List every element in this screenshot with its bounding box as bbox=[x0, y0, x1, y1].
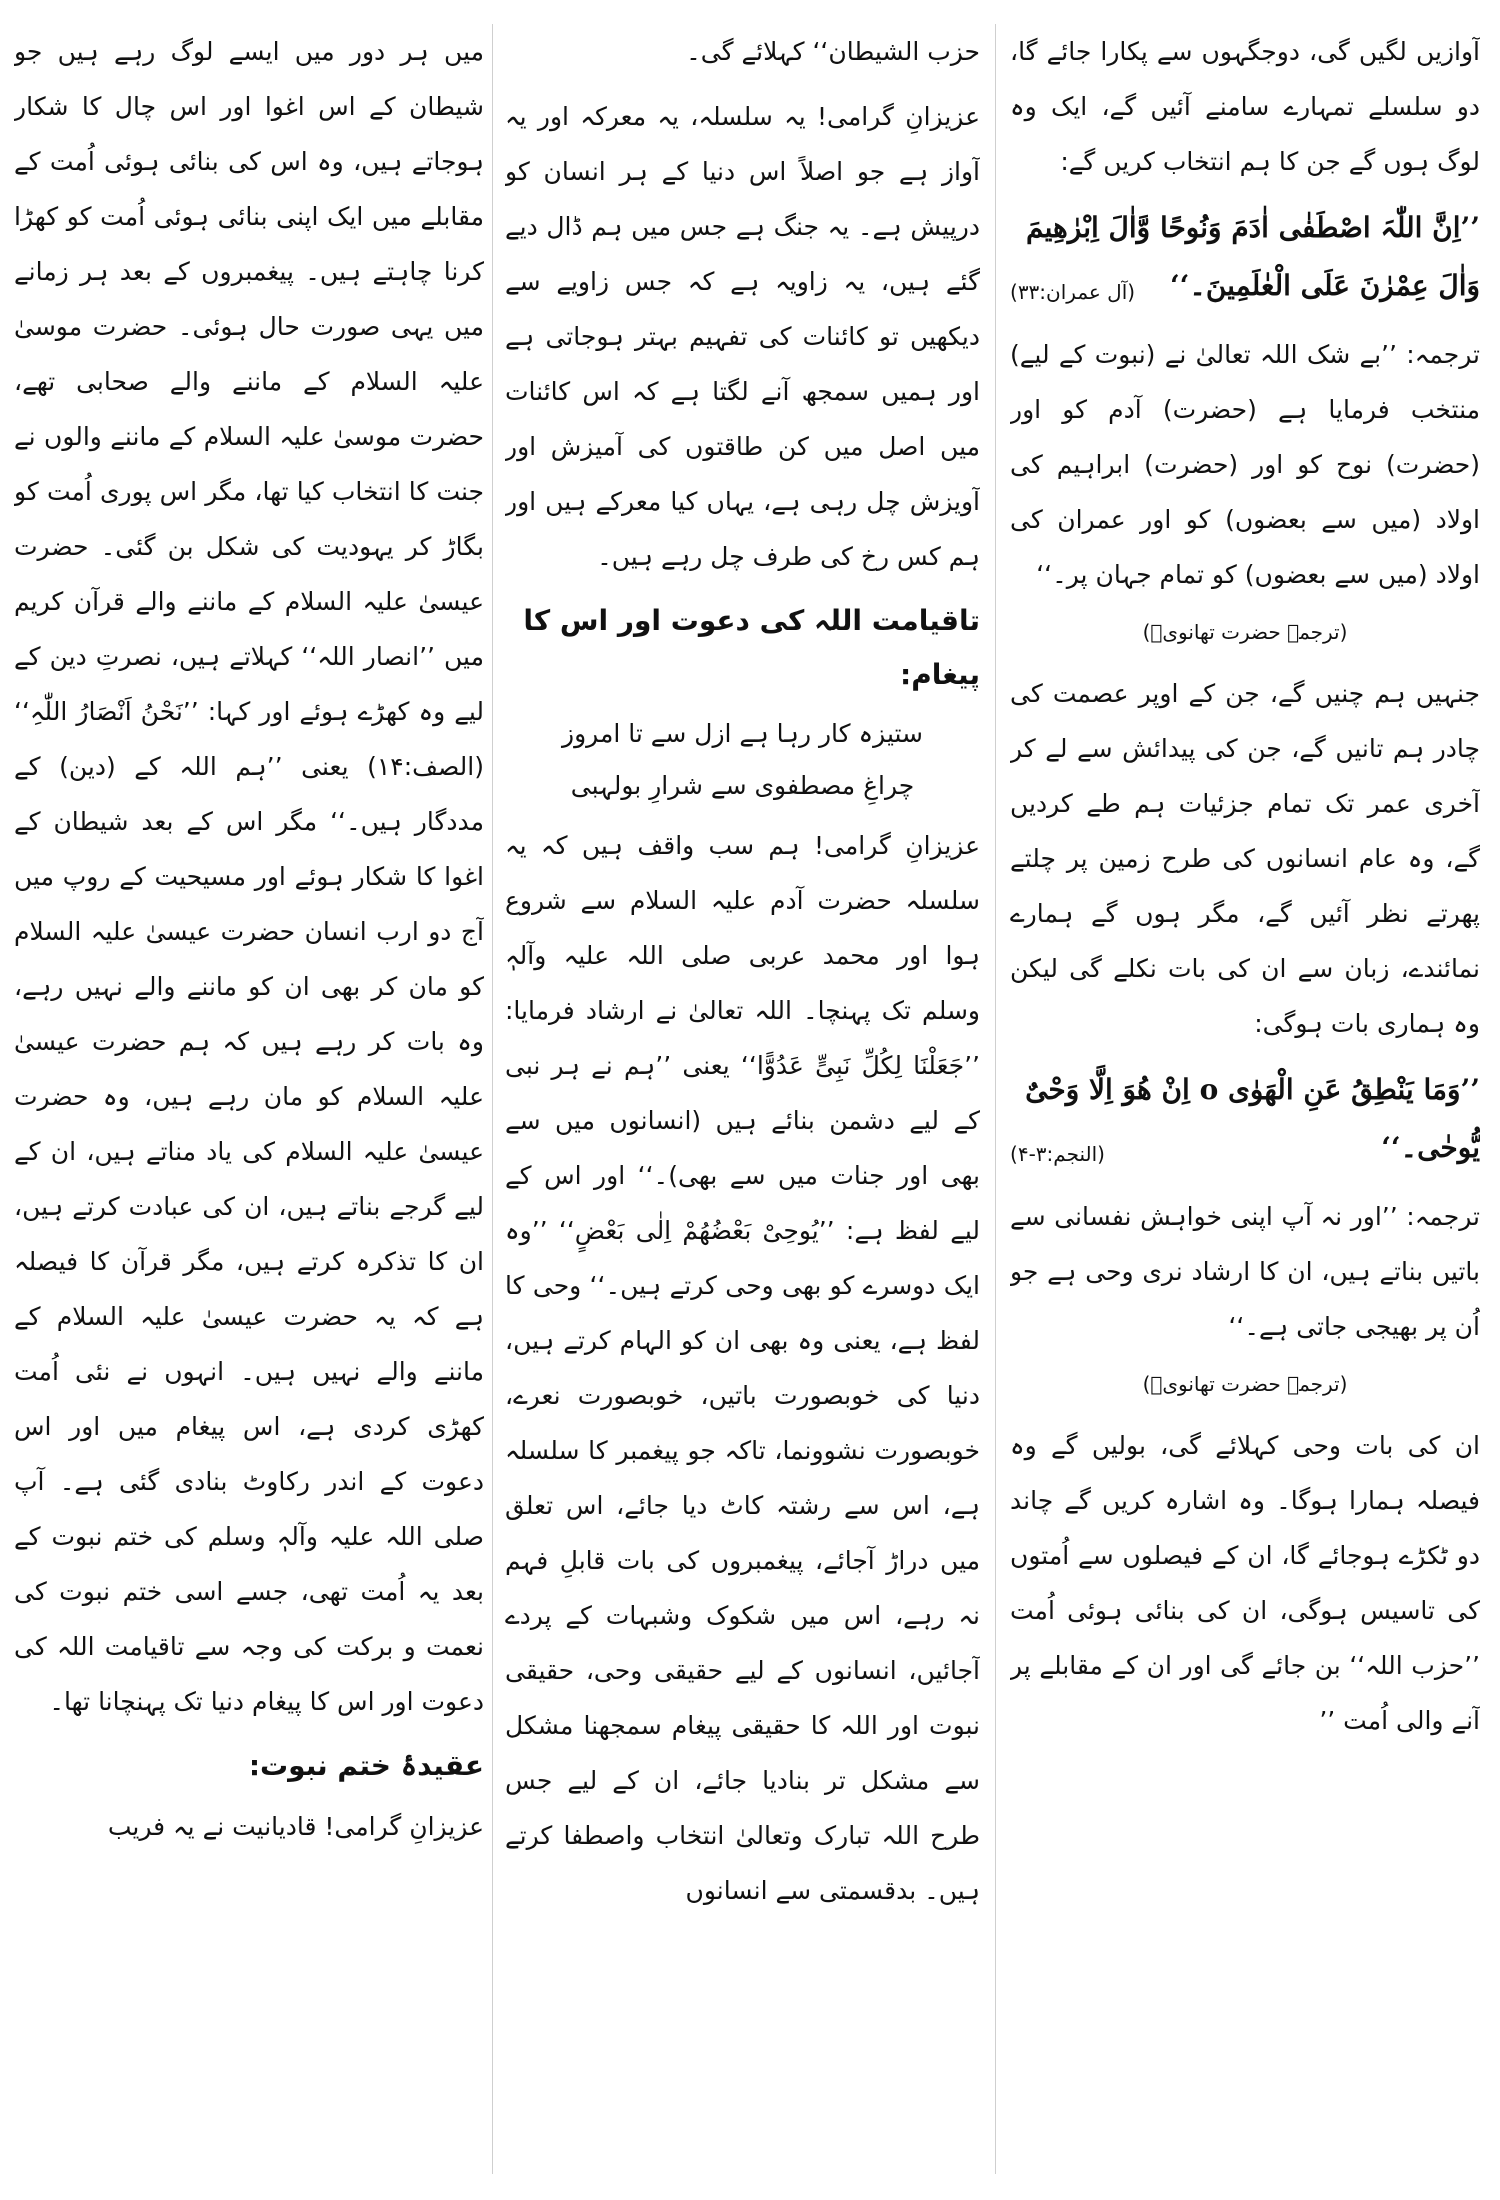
column-right bbox=[1010, 24, 1480, 2184]
translation-paragraph: ترجمہ: ’’بے شک اللہ تعالیٰ نے (نبوت کے لیے) منتخب فرمایا ہے (حضرت) آدم کو اور (حضرت) نوح کو اور (حضرت) ابراہیم کی اولاد (میں سے بعضوں) کو اور عمران کی اولاد (میں سے بعضوں) کو تمام جہان پر۔‘‘ bbox=[1010, 340, 1480, 589]
translation-credit: (ترجمہ حضرت تھانویؒ) bbox=[1142, 1372, 1348, 1396]
body-paragraph: حزب الشیطان‘‘ کہلائے گی۔ bbox=[686, 37, 980, 66]
body-paragraph: عزیزانِ گرامی! ہم سب واقف ہیں کہ یہ سلسلہ حضرت آدم علیہ السلام سے شروع ہوا اور محمد عربی صلی اللہ علیہ وآلہٖ وسلم تک پہنچا۔ اللہ تعالیٰ نے ارشاد فرمایا: ’’جَعَلْنَا لِکُلِّ نَبِیٍّ عَدُوًّا‘‘ یعنی ’’ہم نے ہر نبی کے لیے دشمن بنائے ہیں (انسانوں میں سے بھی اور جنات میں سے بھی)۔‘‘ اور اس کے لیے لفظ ہے: ’’یُوحِیْ بَعْضُھُمْ اِلٰی بَعْضٍ‘‘ ’’وہ ایک دوسرے کو بھی وحی کرتے ہیں۔‘‘ وحی کا لفظ ہے، یعنی وہ بھی ان کو الہام کرتے ہیں، دنیا کی خوبصورت باتیں، خوبصورت نعرے، خوبصورت نشوونما، تاکہ جو پیغمبر کا سلسلہ ہے، اس سے رشتہ کاٹ دیا جائے، اس تعلق میں دراڑ آجائے، پیغمبروں کی بات قابلِ فہم نہ رہے، اس میں شکوک وشبہات کے پردے آجائیں، انسانوں کے لیے حقیقی وحی، حقیقی نبوت اور اللہ کا حقیقی پیغام سمجھنا مشکل سے مشکل تر بنادیا جائے، ان کے لیے جس طرح اللہ تبارک وتعالیٰ انتخاب واصطفا کرتے ہیں۔ بدقسمتی سے انسانوں bbox=[505, 831, 980, 1905]
body-paragraph: آوازیں لگیں گی، دوجگہوں سے پکارا جائے گا، دو سلسلے تمہارے سامنے آئیں گے، ایک وہ لوگ ہوں گے جن کا ہم انتخاب کریں گے: bbox=[1010, 37, 1480, 176]
poetry-line: چراغِ مصطفوی سے شرارِ بولہبی bbox=[570, 771, 915, 800]
body-paragraph: میں ہر دور میں ایسے لوگ رہے ہیں جو شیطان کے اس اغوا اور اس چال کا شکار ہوجاتے ہیں، وہ اس کی بنائی ہوئی اُمت کے مقابلے میں ایک اپنی بنائی ہوئی اُمت کو کھڑا کرنا چاہتے ہیں۔ پیغمبروں کے بعد ہر زمانے میں یہی صورت حال ہوئی۔ حضرت موسیٰ علیہ السلام کے ماننے والے صحابی تھے، حضرت موسیٰ علیہ السلام کے ماننے والوں نے جنت کا انتخاب کیا تھا، مگر اس پوری اُمت کو بگاڑ کر یہودیت کی شکل بن گئی۔ حضرت عیسیٰ علیہ السلام کے ماننے والے قرآن کریم میں ’’انصار اللہ‘‘ کہلاتے ہیں، نصرتِ دین کے لیے وہ کھڑے ہوئے اور کہا: ’’نَحْنُ اَنْصَارُ اللّٰہِ‘‘ (الصف:۱۴) یعنی ’’ہم اللہ کے (دین) کے مددگار ہیں۔‘‘ مگر اس کے بعد شیطان کے اغوا کا شکار ہوئے اور مسیحیت کے روپ میں آج دو ارب انسان حضرت عیسیٰ علیہ السلام کو مان کر بھی ان کو ماننے والے نہیں رہے، وہ بات کر رہے ہیں کہ ہم حضرت عیسیٰ علیہ السلام کو مان رہے ہیں، وہ حضرت عیسیٰ علیہ السلام کی یاد مناتے ہیں، ان کے لیے گرجے بناتے ہیں، ان کی عبادت کرتے ہیں، ان کا تذکرہ کرتے ہیں، مگر قرآن کا فیصلہ ہے کہ یہ حضرت عیسیٰ علیہ السلام کے ماننے والے نہیں ہیں۔ انہوں نے نئی اُمت کھڑی کردی ہے، اس پیغام میں اور اس دعوت کے اندر رکاوٹ بنادی گئی ہے۔ آپ صلی اللہ علیہ وآلہٖ وسلم کی ختم نبوت کے بعد یہ اُمت تھی، جسے اسی ختم نبوت کی نعمت و برکت کی وجہ سے تاقیامت اللہ کی دعوت اور اس کا پیغام دنیا تک پہنچانا تھا۔ bbox=[14, 37, 484, 1716]
body-paragraph: جنہیں ہم چنیں گے، جن کے اوپر عصمت کی چادر ہم تانیں گے، جن کی پیدائش سے لے کر آخری عمر تک تمام جزئیات ہم طے کردیں گے، وہ عام انسانوں کی طرح زمین پر چلتے پھرتے نظر آئیں گے، مگر ہوں گے ہمارے نمائندے، زبان سے ان کی بات نکلے گی لیکن وہ ہماری بات ہوگی: bbox=[1010, 679, 1480, 1038]
body-paragraph: عزیزانِ گرامی! یہ سلسلہ، یہ معرکہ اور یہ آواز ہے جو اصلاً اس دنیا کے ہر انسان کو درپیش ہے۔ یہ جنگ ہے جس میں ہم ڈال دیے گئے ہیں، یہ زاویہ ہے کہ جس زاویے سے دیکھیں تو کائنات کی تفہیم بہتر ہوجاتی ہے اور ہمیں سمجھ آنے لگتا ہے کہ اس کائنات میں اصل میں کن طاقتوں کی آمیزش اور آویزش چل رہی ہے، یہاں کیا معرکے ہیں اور ہم کس رخ کی طرف چل رہے ہیں۔ bbox=[505, 102, 980, 571]
body-paragraph: ان کی بات وحی کہلائے گی، بولیں گے وہ فیصلہ ہمارا ہوگا۔ وہ اشارہ کریں گے چاند دو ٹکڑے ہوجائے گا، ان کے فیصلوں سے اُمتوں کی تاسیس ہوگی، ان کی بنائی ہوئی اُمت ’’حزب اللہ‘‘ بن جائے گی اور ان کے مقابلے پر آنے والی اُمت ’’ bbox=[1010, 1431, 1480, 1735]
column-middle bbox=[505, 24, 980, 2184]
body-paragraph: عزیزانِ گرامی! قادیانیت نے یہ فریب bbox=[107, 1812, 484, 1841]
quran-verse bbox=[1010, 1061, 1480, 1177]
quran-verse-text: ’’اِنَّ اللّٰہَ اصْطَفٰی اٰدَمَ وَنُوحًا وَّاٰلَ اِبْرٰھِیمَ وَاٰلَ عِمْرٰنَ عَلَی الْعٰلَمِینَ۔‘‘ bbox=[1025, 211, 1480, 302]
quran-verse-text: ’’وَمَا یَنْطِقُ عَنِ الْھَوٰی o اِنْ ھُوَ اِلَّا وَحْیٌ یُّوحٰی۔‘‘ bbox=[1025, 1073, 1480, 1164]
section-heading: تاقیامت اللہ کی دعوت اور اس کا پیغام: bbox=[523, 604, 980, 691]
poetry-line: ستیزہ کار رہا ہے ازل سے تا امروز bbox=[562, 719, 923, 748]
column-divider bbox=[995, 24, 996, 2174]
verse-reference: (آل عمران:۳۳) bbox=[1010, 280, 1136, 304]
verse-reference: (النجم:۳-۴) bbox=[1010, 1142, 1105, 1166]
poetry-couplet bbox=[505, 708, 980, 812]
column-divider bbox=[492, 24, 493, 2174]
section-heading: عقیدۂ ختم نبوت: bbox=[248, 1749, 484, 1782]
translation-credit: (ترجمہ حضرت تھانویؒ) bbox=[1142, 620, 1348, 644]
quran-verse bbox=[1010, 199, 1480, 315]
translation-paragraph: ترجمہ: ’’اور نہ آپ اپنی خواہش نفسانی سے باتیں بناتے ہیں، ان کا ارشاد نری وحی ہے جو اُن پر بھیجی جاتی ہے۔‘‘ bbox=[1010, 1202, 1480, 1341]
column-left bbox=[14, 24, 484, 2184]
